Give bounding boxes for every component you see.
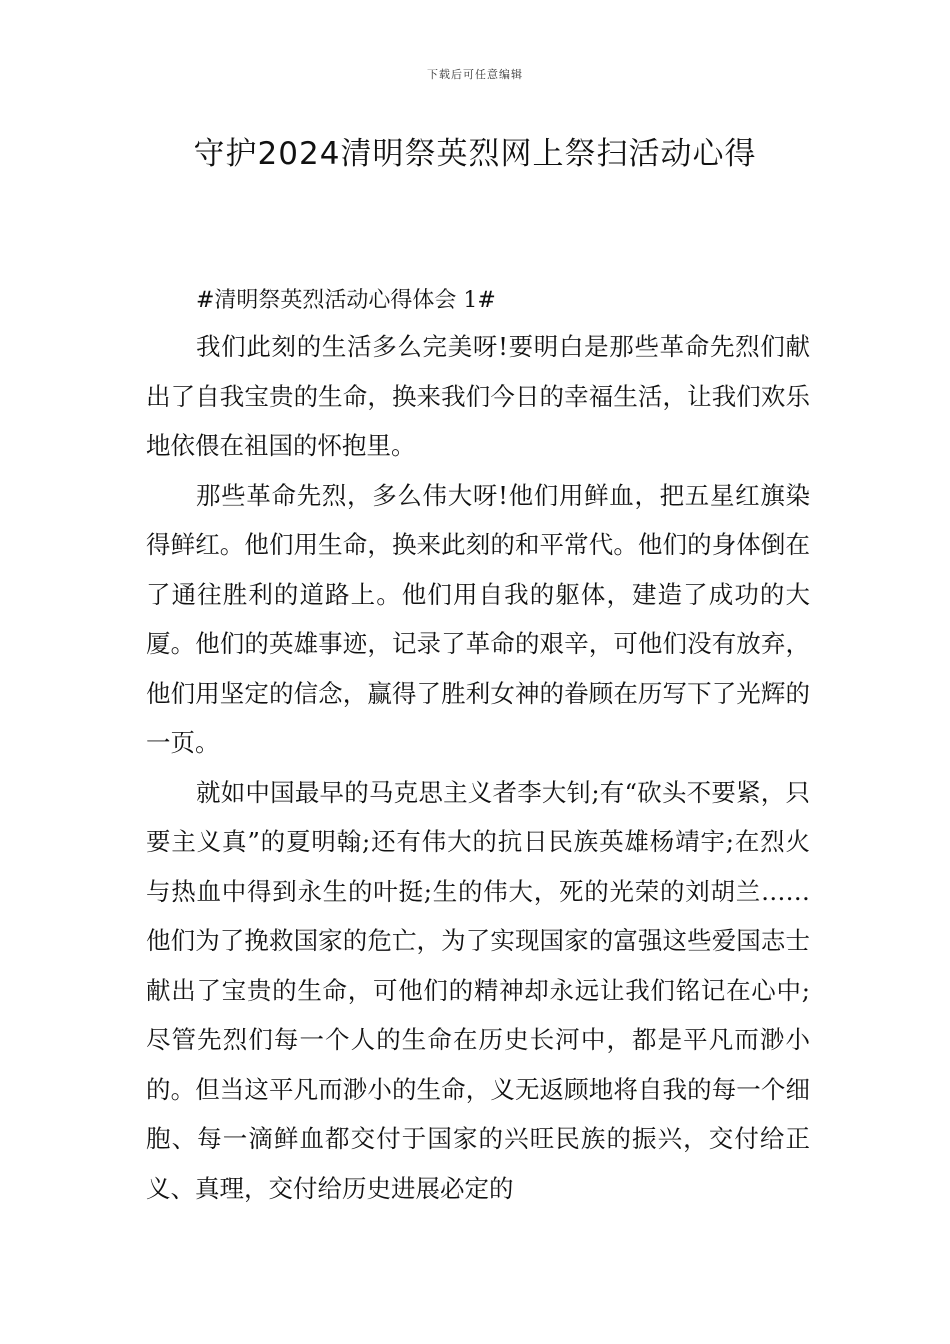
paragraph-2: 那些革命先烈，多么伟大呀!他们用鲜血，把五星红旗染得鲜红。他们用生命，换来此刻的和平常代。他们的身体倒在了通往胜利的道路上。他们用自我的躯体，建造了成功的大厦。他们的英雄事迹，记录了革命的艰辛，可他们没有放弃，他们用坚定的信念，赢得了胜利女神的眷顾在历写下了光辉的一页。 xyxy=(146,480,810,757)
paragraph-1: 我们此刻的生活多么完美呀!要明白是那些革命先烈们献出了自我宝贵的生命，换来我们今日的幸福生活，让我们欢乐地依偎在祖国的怀抱里。 xyxy=(146,332,810,460)
paragraph-3: 就如中国最早的马克思主义者李大钊;有“砍头不要紧，只要主义真”的夏明翰;还有伟大的抗日民族英雄杨靖宇;在烈火与热血中得到永生的叶挺;生的伟大，死的光荣的刘胡兰……他们为了挽救国家的危亡，为了实现国家的富强这些爱国志士献出了宝贵的生命，可他们的精神却永远让我们铭记在心中;尽管先烈们每一个人的生命在历史长河中，都是平凡而渺小的。但当这平凡而渺小的生命，义无返顾地将自我的每一个细胞、每一滴鲜血都交付于国家的兴旺民族的振兴，交付给正义、真理，交付给历史进展必定的 xyxy=(146,777,810,1203)
document-title: 守护2024清明祭英烈网上祭扫活动心得 xyxy=(193,136,757,172)
document-body xyxy=(146,280,810,1213)
header-note: 下载后可任意编辑 xyxy=(427,68,523,81)
section-heading: #清明祭英烈活动心得体会 1# xyxy=(196,288,496,313)
